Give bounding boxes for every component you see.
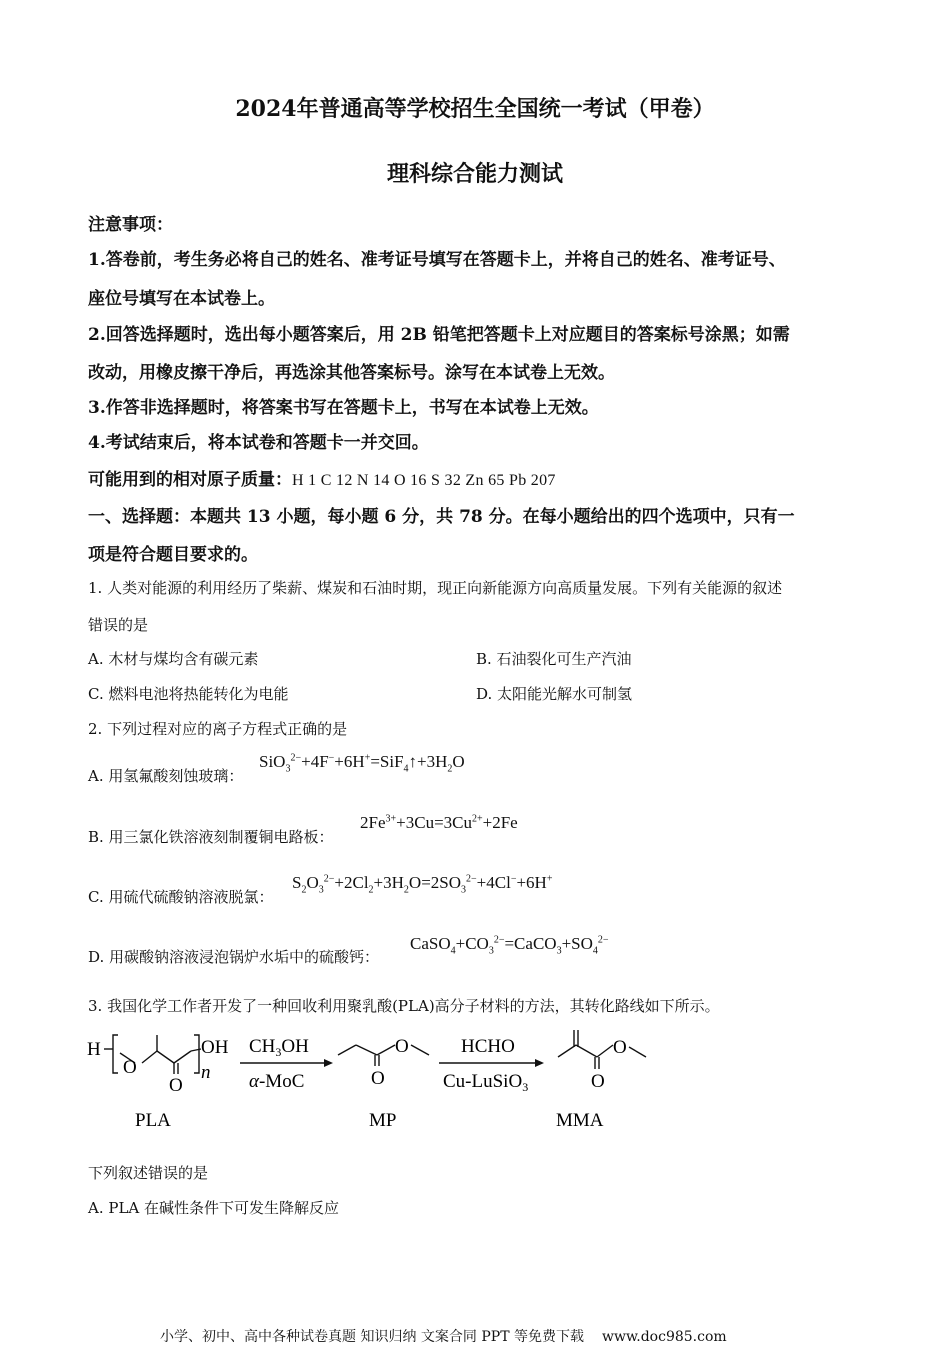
notice-item-1-line-1: 1.答卷前，考生务必将自己的姓名、准考证号填写在答题卡上，并将自己的姓名、准考证号、 [88, 250, 786, 270]
label-mma: MMA [556, 1110, 604, 1131]
arrow-2-head [535, 1059, 544, 1067]
q1-option-c: C. 燃料电池将热能转化为电能 [88, 685, 289, 703]
pla-ring-o: O [123, 1057, 137, 1078]
q2-option-a-label: A. 用氢氟酸刻蚀玻璃： [88, 767, 244, 785]
mma-ester-o: O [613, 1037, 627, 1058]
pla-n-index: n [201, 1062, 211, 1083]
notice-item-4: 4.考试结束后，将本试卷和答题卡一并交回。 [88, 433, 429, 453]
section-1-intro-line-1: 一、选择题：本题共 13 小题，每小题 6 分，共 78 分。在每小题给出的四个选项中，只有一 [88, 507, 795, 527]
atomic-masses-label: 可能用到的相对原子质量： [88, 470, 292, 490]
mp-structure [338, 1045, 429, 1066]
q1-stem-line-2: 错误的是 [88, 616, 149, 634]
notice-item-2-line-2: 改动，用橡皮擦干净后，再选涂其他答案标号。涂写在本试卷上无效。 [88, 363, 615, 383]
q2-stem: 2. 下列过程对应的离子方程式正确的是 [88, 720, 348, 738]
atomic-masses-values: H 1 C 12 N 14 O 16 S 32 Zn 65 Pb 207 [292, 472, 556, 489]
mp-ester-o: O [395, 1036, 409, 1057]
arrow-1-head [324, 1059, 333, 1067]
footer-url: www.doc985.com [601, 1329, 727, 1345]
section-1-intro-line-2: 项是符合题目要求的。 [88, 545, 258, 565]
q2-option-d-label: D. 用碳酸钠溶液浸泡锅炉水垢中的硫酸钙： [88, 948, 380, 966]
exam-subtitle: 理科综合能力测试 [386, 161, 563, 187]
notice-heading: 注意事项： [88, 215, 173, 235]
q2-option-b-equation: $2Fe^{3+}+3Cu=3Cu^{2+}+2Fe$ [360, 813, 518, 832]
q2-option-b-label: B. 用三氯化铁溶液刻制覆铜电路板： [88, 828, 334, 846]
pla-structure [104, 1035, 201, 1074]
q2-option-c-equation: $S_2O_3^{2-}+2Cl_2+3H_2O=2SO_3^{2-}+4Cl^-+6H^+$ [292, 873, 553, 896]
reagent-2-bottom: Cu-LuSiO$_3$ [443, 1071, 529, 1094]
atomic-masses [88, 465, 556, 490]
q2-option-d-equation: $CaSO_4+CO_3^{2-}=CaCO_3+SO_4^{2-}$ [410, 934, 609, 957]
q1-option-a: A. 木材与煤均含有碳元素 [88, 650, 259, 668]
page-footer [160, 1326, 727, 1346]
notice-item-2-line-1: 2.回答选择题时，选出每小题答案后，用 2B 铅笔把答题卡上对应题目的答案标号涂黑；如需 [88, 325, 790, 345]
reagent-2-top: HCHO [461, 1036, 515, 1057]
pla-oh: OH [201, 1037, 229, 1058]
q2-option-a-equation: $SiO_3^{2-}+4F^-+6H^+=SiF_4↑+3H_2O$ [259, 752, 465, 775]
q2-option-c-label: C. 用硫代硫酸钠溶液脱氯： [88, 888, 274, 906]
exam-title: 2024年普通高等学校招生全国统一考试（甲卷） [235, 96, 715, 122]
pla-conversion-scheme [0, 1025, 950, 1135]
mma-carbonyl-o: O [591, 1071, 605, 1092]
footer-text: 小学、初中、高中各种试卷真题 知识归纳 文案合同 PPT 等免费下载 [160, 1329, 584, 1345]
q1-option-d: D. 太阳能光解水可制氢 [476, 685, 633, 703]
q3-option-a: A. PLA 在碱性条件下可发生降解反应 [88, 1199, 340, 1217]
reagent-1-top: $CH_3OH$ [249, 1036, 309, 1059]
notice-item-3: 3.作答非选择题时，将答案书写在答题卡上，书写在本试卷上无效。 [88, 398, 599, 418]
notice-item-1-line-2: 座位号填写在本试卷上。 [88, 289, 275, 309]
label-pla: PLA [135, 1110, 171, 1131]
mma-structure [558, 1030, 646, 1069]
q3-stem: 3. 我国化学工作者开发了一种回收利用聚乳酸(PLA)高分子材料的方法，其转化路线如下所示。 [88, 997, 720, 1015]
mp-carbonyl-o: O [371, 1068, 385, 1089]
reagent-1-bottom: α-MoC [249, 1071, 305, 1092]
pla-carbonyl-o: O [169, 1075, 183, 1096]
q1-stem-line-1: 1. 人类对能源的利用经历了柴薪、煤炭和石油时期，现正向新能源方向高质量发展。下列有关能源的叙述 [88, 579, 783, 597]
q1-option-b: B. 石油裂化可生产汽油 [476, 650, 632, 668]
q3-question: 下列叙述错误的是 [88, 1164, 209, 1182]
pla-h-atom: H [87, 1039, 101, 1060]
label-mp: MP [369, 1110, 397, 1131]
